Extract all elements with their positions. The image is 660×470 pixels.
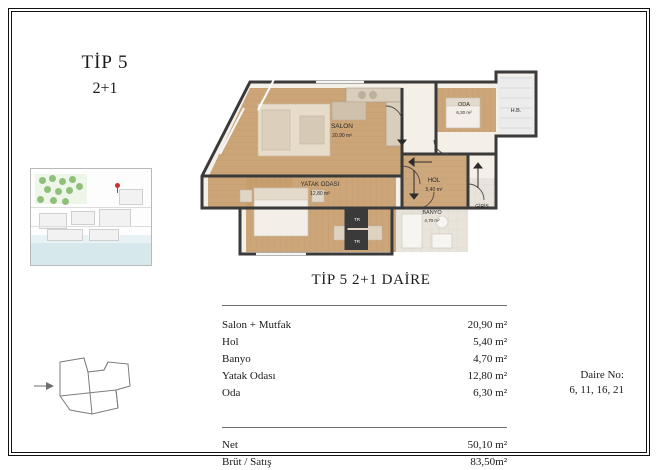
room-label-tr-2: TR — [354, 239, 360, 244]
room-area-banyo: 4,70 m² — [424, 218, 440, 223]
daire-no-block — [569, 368, 624, 398]
spec-label: Banyo — [222, 353, 251, 365]
type-block — [40, 52, 170, 98]
total-value: 50,10 m² — [467, 439, 507, 451]
spec-row — [222, 384, 507, 401]
room-label-oda: ODA — [458, 102, 470, 108]
room-label-hb: H.B. — [510, 108, 522, 114]
room-label-salon: SALON — [330, 123, 354, 130]
site-map-block — [119, 189, 143, 205]
spec-label: Salon + Mutfak — [222, 319, 292, 331]
spec-value: 20,90 m² — [467, 319, 507, 331]
room-label-hol: HOL — [427, 178, 441, 184]
spec-value: 12,80 m² — [467, 370, 507, 382]
room-label-banyo: BANYO — [422, 210, 442, 216]
total-label: Brüt / Satış — [222, 456, 272, 468]
specs-rule-middle — [222, 427, 507, 428]
site-map-block — [99, 209, 131, 227]
room-area-oda: 6,30 m² — [456, 110, 472, 115]
spec-row — [222, 367, 507, 384]
floor-plan-svg — [196, 58, 546, 263]
spec-value: 4,70 m² — [473, 353, 507, 365]
tree-icon — [49, 175, 56, 182]
site-map-road — [31, 226, 151, 227]
room-area-hol: 5,40 m² — [425, 187, 443, 193]
tree-icon — [37, 196, 44, 203]
block-plan-thumbnail — [30, 352, 150, 434]
page-subtitle: 2+1 — [92, 80, 118, 97]
site-map-block — [89, 229, 119, 241]
site-map-block — [71, 211, 95, 225]
plan-heading: TİP 5 2+1 DAİRE — [311, 272, 431, 288]
tree-icon — [59, 178, 66, 185]
room-area-yatak-odasi: 12,80 m² — [310, 191, 330, 197]
floor-plan — [196, 58, 546, 263]
block-plan-svg — [30, 352, 150, 434]
tree-icon — [69, 176, 76, 183]
site-map-block — [47, 229, 83, 241]
total-label: Net — [222, 439, 238, 451]
spec-row — [222, 316, 507, 333]
site-map-thumbnail — [30, 168, 152, 266]
spec-row — [222, 333, 507, 350]
daire-no-label: Daire No: — [580, 369, 624, 381]
spec-label: Oda — [222, 387, 241, 399]
daire-no-values: 6, 11, 16, 21 — [569, 383, 624, 396]
room-label-yatak-odasi: YATAK ODASI — [300, 182, 340, 188]
tree-icon — [50, 197, 57, 204]
tree-icon — [39, 177, 46, 184]
total-row — [222, 436, 507, 453]
tree-icon — [66, 187, 73, 194]
room-label-tr-1: TR — [354, 217, 360, 222]
tree-icon — [62, 198, 69, 205]
spec-value: 6,30 m² — [473, 387, 507, 399]
spec-label: Yatak Odası — [222, 370, 276, 382]
location-pin-icon — [115, 183, 120, 193]
page-title: TİP 5 — [81, 52, 129, 73]
tree-icon — [76, 183, 83, 190]
spec-value: 5,40 m² — [473, 336, 507, 348]
spec-row — [222, 350, 507, 367]
spec-label: Hol — [222, 336, 239, 348]
site-map-road — [31, 207, 151, 208]
room-area-salon: 20,90 m² — [332, 133, 352, 139]
specs-table — [222, 305, 507, 470]
room-label-giris: GİRİŞ — [475, 204, 489, 210]
tree-icon — [44, 186, 51, 193]
total-row — [222, 453, 507, 470]
tree-icon — [55, 188, 62, 195]
total-value: 83,50m² — [470, 456, 507, 468]
